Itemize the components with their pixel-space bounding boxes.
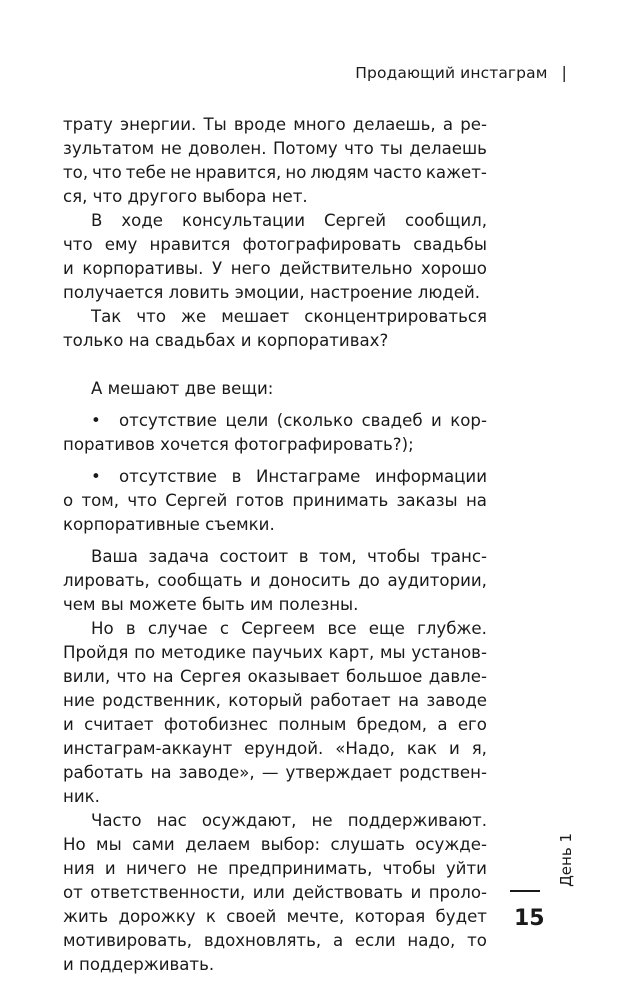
page-number: 15 [514,906,545,931]
paragraph-4 [63,377,487,401]
text-line: от ответственности, или действовать и проло- [63,883,487,902]
text-line: лировать, сообщать и доносить до аудитории, [63,571,487,590]
text-line: только на свадьбах и корпоративах? [63,331,389,350]
text-line: получается ловить эмоции, настроение людей. [63,283,481,302]
running-head-separator: | [561,63,567,82]
spacer [63,537,487,545]
running-head-title: Продающий инстаграм [355,64,548,82]
text-line: и корпоративы. У него действительно хорошо [63,259,487,278]
text-line: и считает фотобизнес полным бредом, а его [63,715,487,734]
paragraph-3 [63,305,487,353]
chapter-side-tab: День 1 [557,833,575,887]
text-line: о том, что Сергей готов принимать заказы на [63,491,487,510]
bullet-marker: • [91,467,101,486]
text-line: мотивировать, вдохновлять, а если надо, то [63,931,487,950]
text-line: Так что же мешает сконцентрироваться [91,307,487,326]
running-head [355,63,567,82]
side-rule [510,890,540,892]
bullet-item-1 [63,409,487,457]
bullet-line [63,465,487,489]
text-line: Часто нас осуждают, не поддерживают. [91,811,487,830]
paragraph-5 [63,545,487,617]
text-line: что ему нравится фотографировать свадьбы [63,235,487,254]
bullet-marker: • [91,411,101,430]
spacer [63,353,487,377]
text-line: жить дорожку к своей мечте, которая будет [63,907,487,926]
text-line: Но мы сами делаем выбор: слушать осужде- [63,835,487,854]
bullet-line [63,409,487,433]
text-line: зультатом не доволен. Потому что ты делаешь [63,139,487,158]
text-line: ник. [63,787,100,806]
text-line: В ходе консультации Сергей сообщил, [91,211,487,230]
spacer [63,401,487,409]
bullet-item-2 [63,465,487,537]
text-line: А мешают две вещи: [91,379,274,398]
text-line: инстаграм-аккаунт ерундой. «Надо, как и я, [63,739,487,758]
text-line: поративов хочется фотографировать?); [63,435,414,454]
text-line: ния и ничего не предпринимать, чтобы уйти [63,859,487,878]
text-line: то, что тебе не нравится, но людям часто кажет- [63,163,487,182]
text-line: Но в случае с Сергеем все еще глубже. [91,619,487,638]
paragraph-1 [63,113,487,209]
text-line: работать на заводе», — утверждает родствен- [63,763,487,782]
paragraph-7 [63,809,487,977]
text-line: Пройдя по методике паучьих карт, мы установ- [63,643,487,662]
page-body [63,113,487,977]
paragraph-2 [63,209,487,305]
bullet-text: отсутствие в Инстаграме информации [119,467,487,486]
text-line: ние родственник, который работает на заводе [63,691,487,710]
spacer [63,457,487,465]
text-line: трату энергии. Ты вроде много делаешь, а ре- [63,115,487,134]
text-line: Ваша задача состоит в том, чтобы транс- [91,547,487,566]
text-line: корпоративные съемки. [63,515,275,534]
text-line: вили, что на Сергея оказывает большое давле- [63,667,487,686]
bullet-text: отсутствие цели (сколько свадеб и кор- [119,411,487,430]
paragraph-6 [63,617,487,809]
text-line: ся, что другого выбора нет. [63,187,308,206]
text-line: чем вы можете быть им полезны. [63,595,359,614]
text-line: и поддерживать. [63,955,215,974]
